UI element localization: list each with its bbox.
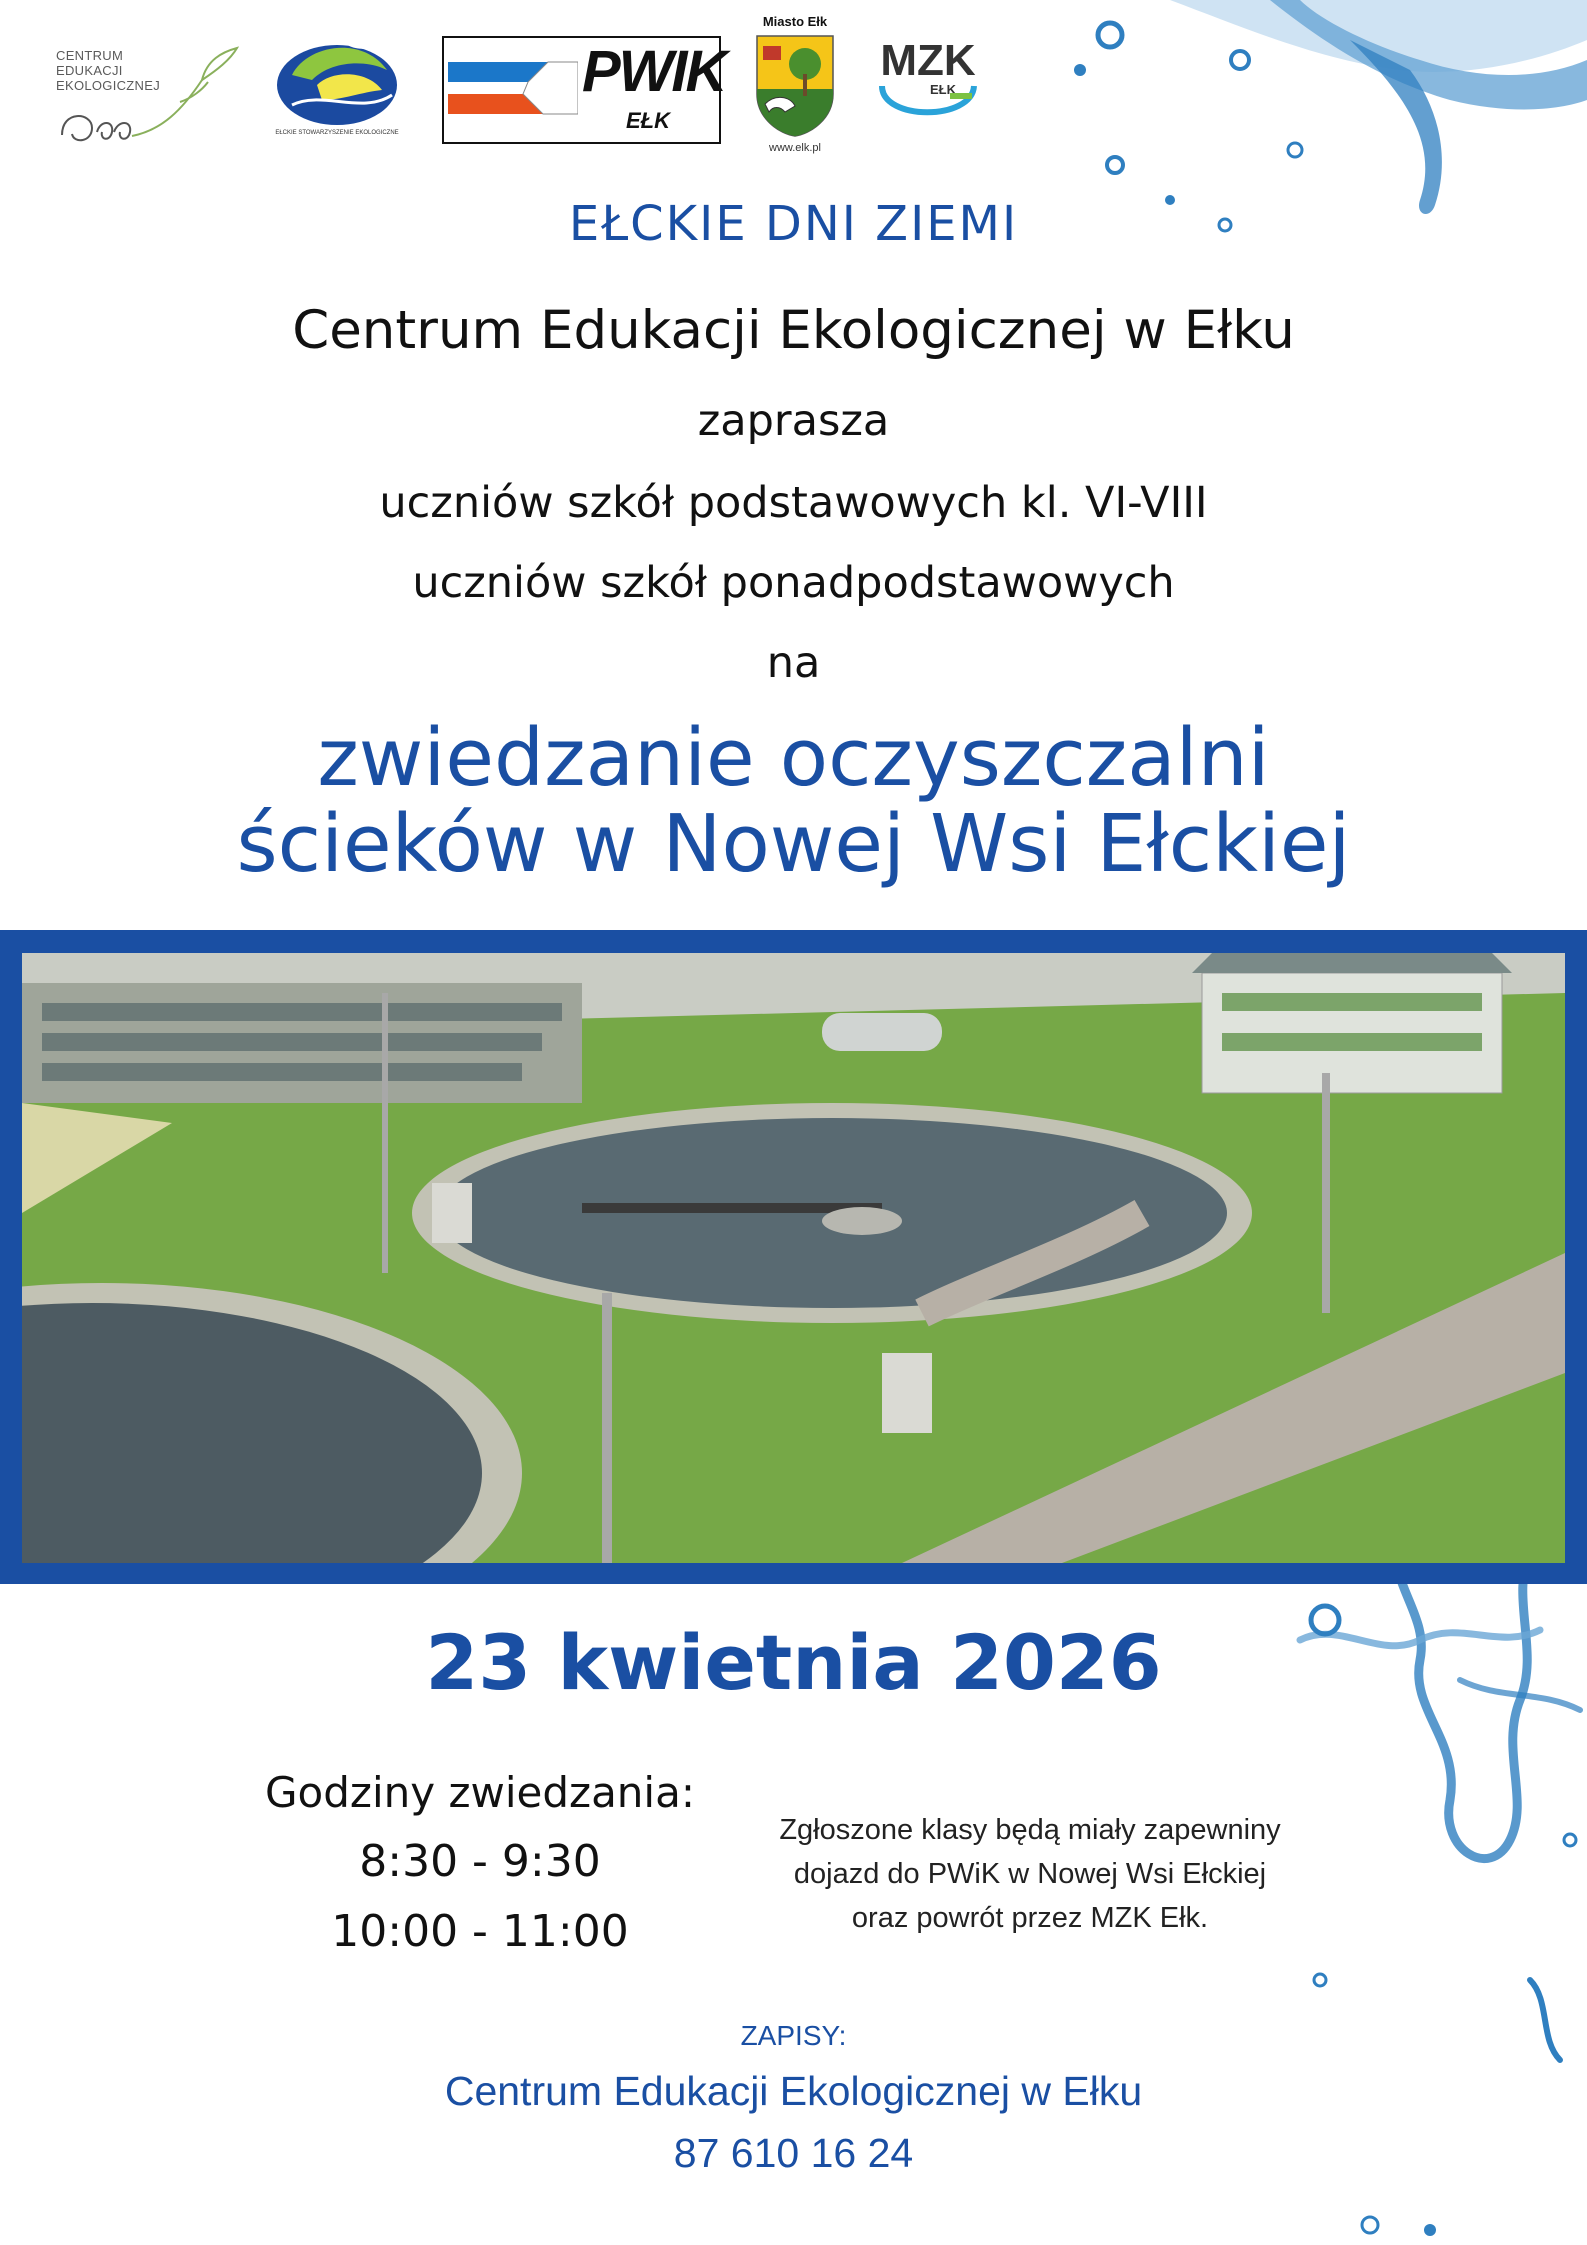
logo-pwik-name: PWIK xyxy=(582,39,726,104)
logo-elk-www: www.elk.pl xyxy=(769,142,821,154)
treatment-plant-photo xyxy=(22,953,1565,1563)
coat-of-arms-icon xyxy=(755,34,835,138)
mzk-arc-icon xyxy=(872,76,984,132)
logo-mzk-elk xyxy=(872,36,984,132)
logo-pwik-sub: EŁK xyxy=(626,108,670,133)
logo-ese-caption: EŁCKIE STOWARZYSZENIE EKOLOGICZNE xyxy=(275,130,399,136)
note-line-1: Zgłoszone klasy będą miały zapewniny xyxy=(779,1814,1281,1846)
logo-elk-title: Miasto Ełk xyxy=(762,14,828,29)
logo-centrum-edukacji-ekologicznej xyxy=(52,40,242,150)
signup-label: ZAPISY: xyxy=(740,2020,847,2051)
signup-phone: 87 610 16 24 xyxy=(673,2130,914,2176)
logo-elckie-stowarzyszenie-ekologiczne xyxy=(262,30,412,145)
event-name: EŁCKIE DNI ZIEMI xyxy=(568,196,1019,252)
globe-icon xyxy=(272,30,402,130)
audience-line-1: uczniów szkół podstawowych kl. VI-VIII xyxy=(379,478,1208,528)
audience-line-2: uczniów szkół ponadpodstawowych xyxy=(412,558,1175,608)
organizer-name: Centrum Edukacji Ekologicznej w Ełku xyxy=(292,300,1295,361)
leaf-icon xyxy=(52,40,242,150)
logo-pwik-elk xyxy=(442,36,726,140)
transport-note xyxy=(765,1808,1295,1940)
note-line-3: oraz powrót przez MZK Ełk. xyxy=(851,1902,1209,1934)
hours-label: Godziny zwiedzania: xyxy=(265,1768,695,1817)
pwik-emblem-icon xyxy=(448,42,578,134)
logo-cee-line-1: CENTRUM xyxy=(56,48,124,63)
logo-cee-line-2: EDUKACJI xyxy=(56,63,123,78)
title-line-1: zwiedzanie oczyszczalni xyxy=(317,712,1270,804)
title-line-2: ścieków w Nowej Wsi Ełckiej xyxy=(236,798,1351,890)
event-date: 23 kwietnia 2026 xyxy=(425,1618,1162,1707)
hours-slot-1: 8:30 - 9:30 xyxy=(359,1836,601,1887)
signup-organization: Centrum Edukacji Ekologicznej w Ełku xyxy=(444,2068,1143,2114)
treatment-plant-illustration xyxy=(22,953,1565,1563)
invites-text: zaprasza xyxy=(697,396,890,446)
logo-mzk-name: MZK xyxy=(880,36,976,85)
hours-slot-2: 10:00 - 11:00 xyxy=(331,1906,629,1957)
note-line-2: dojazd do PWiK w Nowej Wsi Ełckiej xyxy=(793,1858,1267,1890)
logo-cee-line-3: EKOLOGICZNEJ xyxy=(56,78,161,93)
on-text: na xyxy=(766,638,821,688)
logo-mzk-sub: EŁK xyxy=(930,82,956,97)
logo-miasto-elk xyxy=(748,14,842,158)
